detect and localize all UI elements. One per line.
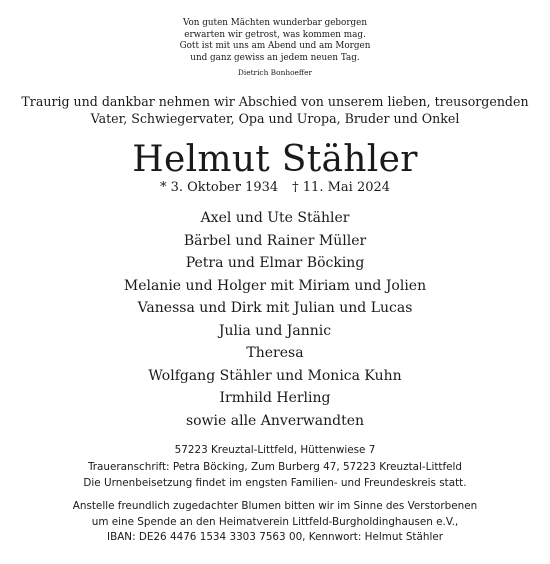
mourner-entry: Wolfgang Stähler und Monica Kuhn [148, 367, 402, 384]
life-dates [0, 180, 550, 196]
quote-line: Gott ist mit uns am Abend und am Morgen [179, 41, 371, 52]
intro-line: Vater, Schwiegervater, Opa und Uropa, Bruder und Onkel [90, 111, 460, 126]
quote-line: erwarten wir getrost, was kommen mag. [184, 29, 366, 40]
mourner-entry: Julia und Jannic [218, 322, 332, 339]
birth-date: * 3. Oktober 1934 [159, 180, 279, 195]
death-date: † 11. Mai 2024 [292, 180, 391, 195]
deceased-name: Helmut Stähler [132, 139, 418, 180]
mourner-entry: sowie alle Anverwandten [185, 412, 365, 429]
mourner-entry: Melanie und Holger mit Miriam und Jolien [123, 277, 427, 294]
intro-line: Traurig und dankbar nehmen wir Abschied von unserem lieben, treusorgenden [21, 94, 529, 109]
bonhoeffer-quote [0, 18, 550, 79]
mourner-entry: Irmhild Herling [219, 390, 331, 406]
donation-line: um eine Spende an den Heimatverein Littfeld-Burgholdinghausen e.V., [91, 515, 459, 528]
mourner-entry: Theresa [246, 345, 304, 361]
mourners-list [0, 207, 550, 432]
quote-author: Dietrich Bonhoeffer [237, 68, 313, 78]
mourner-entry: Axel und Ute Stähler [200, 210, 350, 226]
mourner-entry: Bärbel und Rainer Müller [183, 232, 367, 249]
iban-line: IBAN: DE26 4476 1534 3303 7563 00, Kennwort: Helmut Stähler [107, 531, 443, 543]
donation-request [0, 499, 550, 546]
address-block [0, 442, 550, 492]
quote-line: und ganz gewiss an jedem neuen Tag. [190, 52, 360, 63]
residence-address: 57223 Kreuztal-Littfeld, Hüttenwiese 7 [174, 444, 376, 456]
burial-note: Die Urnenbeisetzung findet im engsten Familien- und Freundeskreis statt. [83, 477, 467, 489]
mourner-entry: Vanessa und Dirk mit Julian und Lucas [137, 300, 413, 316]
mourner-entry: Petra und Elmar Böcking [185, 255, 365, 271]
farewell-intro [0, 93, 550, 127]
donation-line: Anstelle freundlich zugedachter Blumen bitten wir im Sinne des Verstorbenen [72, 500, 478, 512]
mourning-address: Traueranschrift: Petra Böcking, Zum Burberg 47, 57223 Kreuztal-Littfeld [87, 460, 463, 473]
quote-line: Von guten Mächten wunderbar geborgen [182, 18, 368, 28]
